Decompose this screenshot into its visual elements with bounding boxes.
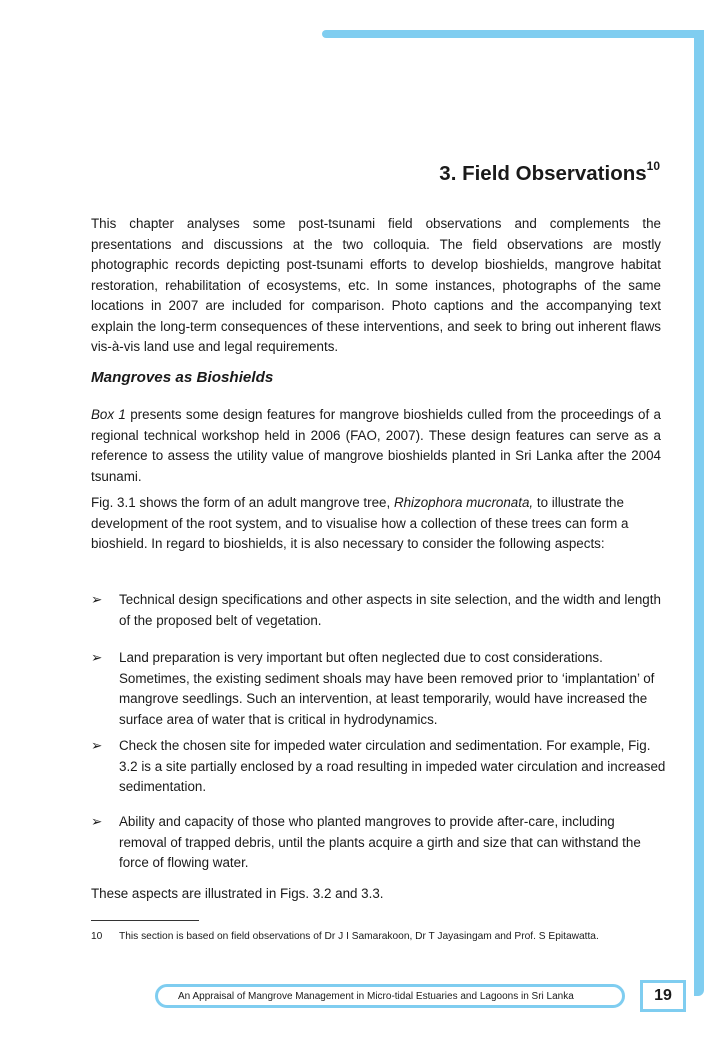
intro-paragraph: This chapter analyses some post-tsunami field observations and complements the presentations and discussions at the two colloquia. The field observations are mostly photographic records depicting post-tsunami efforts to develop bioshields, mangrove habitat restoration, rehabilitation of ecosystems, etc. In some instances, photographs of the same locations in 2007 are included for comparison. Photo captions and the accompanying text explain the long-term consequences of these interventions, and seek to bring out inherent flaws vis-à-vis land use and legal requirements. bbox=[91, 216, 661, 354]
list-item bbox=[91, 736, 666, 798]
bullet-arrow-icon: ➢ bbox=[91, 650, 103, 665]
footnote-text: This section is based on field observations of Dr J I Samarakoon, Dr T Jayasingam and Prof. S Epitawatta. bbox=[119, 931, 599, 942]
page-number: 19 bbox=[640, 980, 686, 1012]
chapter-title-text: 3. Field Observations bbox=[439, 161, 647, 185]
bullet-arrow-icon: ➢ bbox=[91, 814, 103, 829]
box-label: Box 1 bbox=[91, 407, 126, 422]
list-item bbox=[91, 590, 666, 631]
bullet-arrow-icon: ➢ bbox=[91, 592, 103, 607]
section-heading: Mangroves as Bioshields bbox=[91, 369, 274, 386]
figure-paragraph-after: to illustrate the development of the root system, and to visualise how a collection of these trees can form a bioshield. In regard to bioshields, it is also necessary to consider the following aspects: bbox=[91, 495, 629, 551]
list-item-text: Check the chosen site for impeded water circulation and sedimentation. For example, Fig. 3.2 is a site partially enclosed by a road resulting in impeded water circulation and increased sedimentation. bbox=[119, 738, 666, 794]
list-item-text: Technical design specifications and other aspects in site selection, and the width and length of the proposed belt of vegetation. bbox=[119, 592, 661, 628]
box-paragraph bbox=[91, 405, 661, 487]
footnote-number: 10 bbox=[91, 931, 103, 942]
closing-paragraph: These aspects are illustrated in Figs. 3.2 and 3.3. bbox=[91, 886, 384, 901]
list-item-text: Ability and capacity of those who planted mangroves to provide after-care, including removal of trapped debris, until the plants acquire a girth and size that can withstand the force of flowing water. bbox=[119, 814, 641, 870]
list-item-text: Land preparation is very important but often neglected due to cost considerations. Sometimes, the existing sediment shoals may have been removed prior to ‘implantation’ of mangrove seedlings. Such an intervention, at least temporarily, would have increased the surface area of water that is critical in hydrodynamics. bbox=[119, 650, 655, 727]
footnote-reference: 10 bbox=[646, 159, 660, 173]
list-item bbox=[91, 648, 666, 730]
footnote-divider bbox=[91, 920, 199, 921]
list-item bbox=[91, 812, 666, 874]
footnote bbox=[91, 928, 651, 945]
figure-paragraph bbox=[91, 493, 661, 555]
footer-title: An Appraisal of Mangrove Management in Micro-tidal Estuaries and Lagoons in Sri Lanka bbox=[178, 991, 574, 1002]
species-name: Rhizophora mucronata, bbox=[393, 495, 534, 510]
figure-paragraph-before: Fig. 3.1 shows the form of an adult mangrove tree, bbox=[91, 495, 394, 510]
bullet-arrow-icon: ➢ bbox=[91, 738, 103, 753]
decorative-right-bar bbox=[694, 30, 704, 996]
decorative-top-bar bbox=[322, 30, 704, 38]
box-paragraph-text: presents some design features for mangrove bioshields culled from the proceedings of a regional technical workshop held in 2006 (FAO, 2007). These design features can serve as a reference to assess the utility value of mangrove bioshields planted in Sri Lanka after the 2004 tsunami. bbox=[91, 407, 661, 484]
chapter-title bbox=[439, 161, 660, 186]
